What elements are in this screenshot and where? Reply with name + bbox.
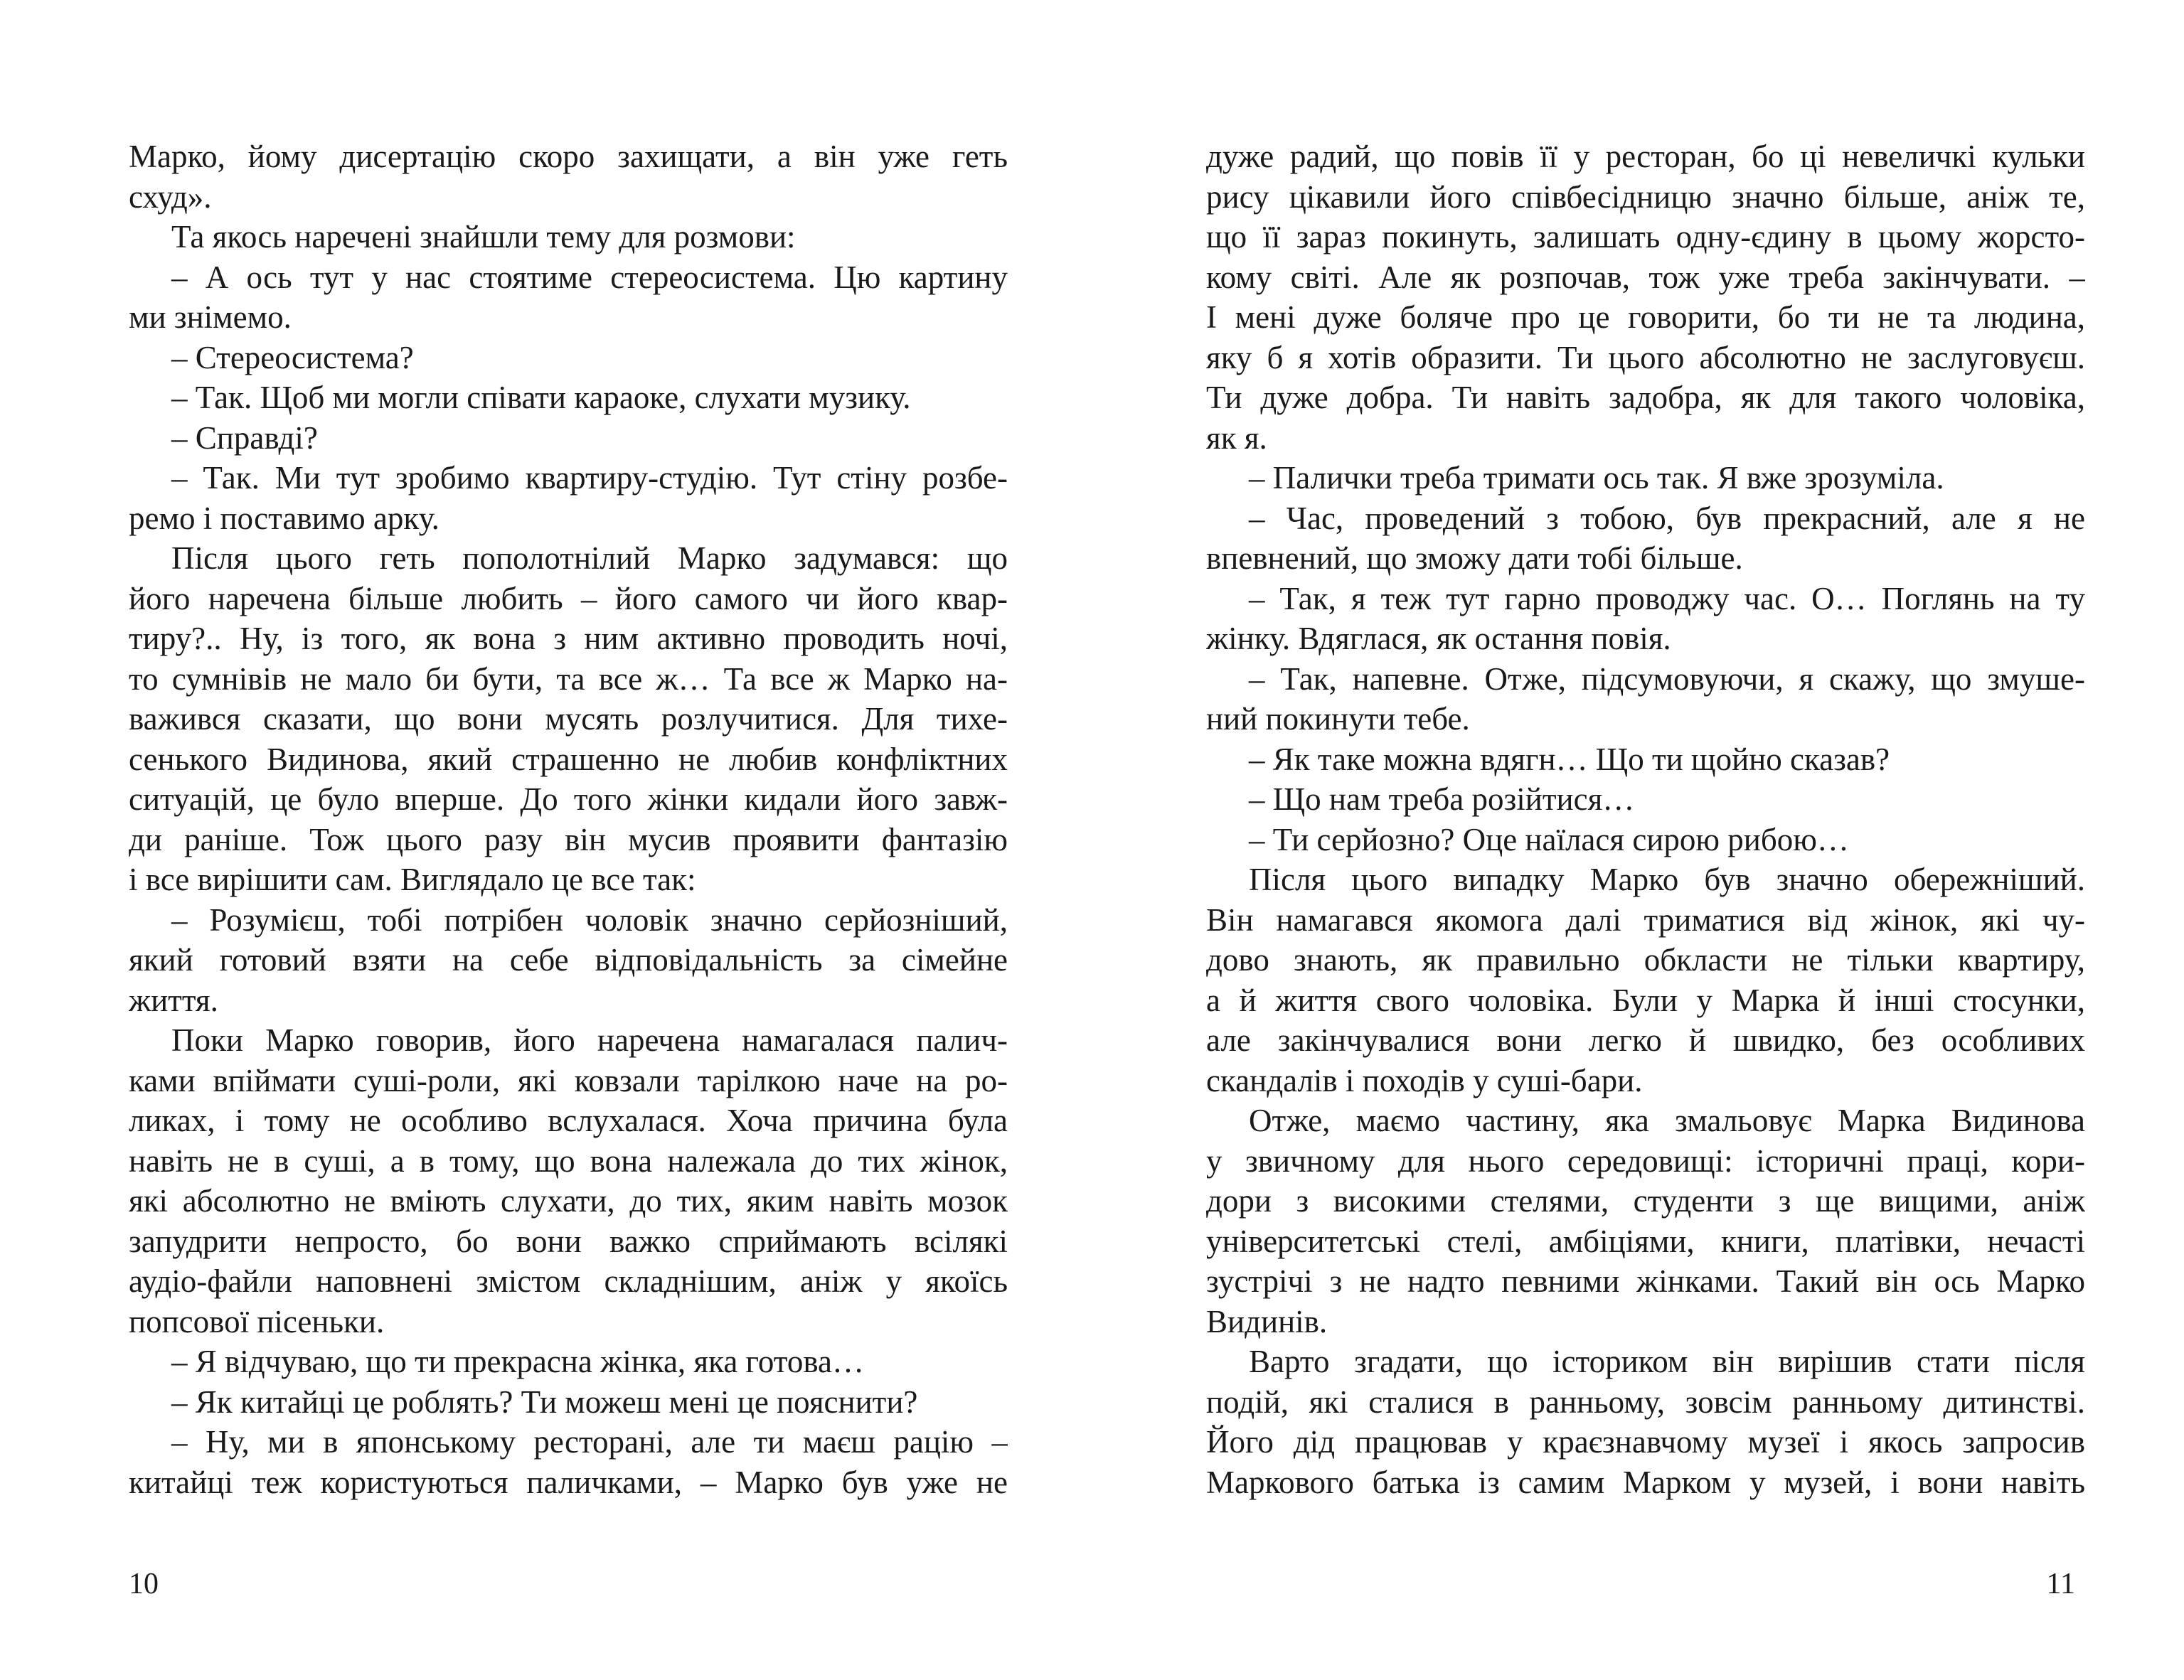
text-line: ситуацій, це було вперше. До того жінки кидали його завж- <box>129 781 1008 817</box>
text-line: сенького Видинова, який страшенно не любив конфліктних <box>129 741 1008 777</box>
text-line: кому світі. Але як розпочав, тож уже треба закінчувати. – <box>1206 259 2085 295</box>
text-line: – Як таке можна вдягн… Що ти щойно сказав? <box>1249 741 1890 777</box>
text-line: у звичному для нього середовищі: історичні праці, кори- <box>1206 1143 2085 1179</box>
text-line: Після цього випадку Марко був значно обережніший. <box>1249 862 2085 897</box>
text-line: як я. <box>1206 419 1267 456</box>
text-line: Видинів. <box>1206 1303 1328 1339</box>
text-line: – Розумієш, тобі потрібен чоловік значно серйозніший, <box>171 901 1008 938</box>
text-line: Поки Марко говорив, його наречена намагалася палич- <box>171 1022 1008 1058</box>
text-line: і все вирішити сам. Виглядало це все так: <box>129 862 696 897</box>
text-line: ди раніше. Тож цього разу він мусив проявити фантазію <box>129 821 1008 857</box>
text-line: Та якось наречені знайшли тему для розмови: <box>171 219 796 255</box>
text-line: І мені дуже боляче про це говорити, бо ти не та людина, <box>1206 299 2085 335</box>
text-line: навіть не в суші, а в тому, що вона належала до тих жінок, <box>129 1143 1008 1179</box>
text-line: тиру?.. Ну, із того, як вона з ним активно проводить ночі, <box>129 621 1008 656</box>
page-number-left: 10 <box>129 1568 159 1600</box>
text-line: – А ось тут у нас стоятиме стереосистема. Цю картину <box>171 259 1008 295</box>
text-line: ми знімемо. <box>129 299 292 335</box>
text-line: аудіо-файли наповнені змістом складнішим, аніж у якоїсь <box>129 1263 1008 1299</box>
text-line: то сумнівів не мало би бути, та все ж… Та все ж Марко на- <box>129 660 1008 697</box>
text-line: його наречена більше любить – його самого чи його квар- <box>129 580 1008 616</box>
text-line: – Я відчуваю, що ти прекрасна жінка, яка готова… <box>171 1344 864 1379</box>
text-line: Маркового батька із самим Марком у музей, і вони навіть <box>1206 1464 2085 1500</box>
right-page-text <box>1206 137 2085 1502</box>
text-line: жінку. Вдяглася, як остання повія. <box>1206 621 1671 656</box>
text-line: ликах, і тому не особливо вслухалася. Хоча причина була <box>129 1103 1008 1138</box>
text-line: подій, які сталися в ранньому, зовсім ранньому дитинстві. <box>1206 1384 2085 1420</box>
text-line: – Так, я теж тут гарно проводжу час. О… Поглянь на ту <box>1249 580 2085 616</box>
text-line: рису цікавили його співбесідницю значно більше, аніж те, <box>1206 178 2085 215</box>
text-line: а й життя свого чоловіка. Були у Марка й інші стосунки, <box>1206 982 2085 1018</box>
text-line: ремо і поставимо арку. <box>129 500 440 536</box>
text-line: – Так, напевне. Отже, підсумовуючи, я скажу, що змуше- <box>1249 660 2085 697</box>
text-line: – Ну, ми в японському ресторані, але ти маєш рацію – <box>171 1424 1008 1460</box>
text-line: дово знають, як правильно обкласти не тільки квартиру, <box>1206 942 2085 978</box>
text-line: Його дід працював у краєзнавчому музеї і якось запросив <box>1206 1424 2085 1460</box>
text-line: які абсолютно не вміють слухати, до тих, яким навіть мозок <box>129 1183 1008 1219</box>
text-line: Варто згадати, що істориком він вирішив стати після <box>1249 1344 2085 1379</box>
text-line: схуд». <box>129 178 212 215</box>
text-line: але закінчувалися вони легко й швидко, без особливих <box>1206 1022 2085 1058</box>
text-line: Після цього геть пополотнілий Марко задумався: що <box>171 540 1008 576</box>
text-line: ний покинути тебе. <box>1206 701 1470 737</box>
text-line: – Стереосистема? <box>171 339 414 375</box>
text-line: що її зараз покинуть, залишать одну-єдину в цьому жорсто- <box>1206 219 2085 255</box>
text-line: дори з високими стелями, студенти з ще вищими, аніж <box>1206 1183 2085 1219</box>
text-line: – Так. Щоб ми могли співати караоке, слухати музику. <box>171 380 911 415</box>
text-line: впевнений, що зможу дати тобі більше. <box>1206 540 1743 576</box>
left-page-text <box>129 137 1008 1502</box>
page-number-right: 11 <box>2046 1568 2075 1600</box>
text-line: скандалів і походів у суші-бари. <box>1206 1062 1643 1098</box>
text-line: запудрити непросто, бо вони важко сприймають всілякі <box>129 1223 1008 1259</box>
text-line: попсової пісеньки. <box>129 1303 385 1339</box>
text-line: Марко, йому дисертацію скоро захищати, а він уже геть <box>129 139 1008 174</box>
text-line: дуже радий, що повів її у ресторан, бо ці невеличкі кульки <box>1206 139 2085 174</box>
text-line: – Час, проведений з тобою, був прекрасний, але я не <box>1249 500 2085 536</box>
text-line: – Так. Ми тут зробимо квартиру-студію. Тут стіну розбе- <box>171 460 1008 496</box>
text-line: Він намагався якомога далі триматися від жінок, які чу- <box>1206 901 2085 938</box>
text-line: – Палички треба тримати ось так. Я вже зрозуміла. <box>1249 460 1944 496</box>
text-line: – Справді? <box>171 419 318 456</box>
text-line: – Ти серйозно? Оце наїлася сирою рибою… <box>1249 821 1849 857</box>
text-line: університетські стелі, амбіціями, книги, платівки, нечасті <box>1206 1223 2085 1259</box>
text-line: яку б я хотів образити. Ти цього абсолютно не заслуговуєш. <box>1206 339 2085 375</box>
text-line: Отже, маємо частину, яка змальовує Марка Видинова <box>1249 1103 2085 1138</box>
text-line: Ти дуже добра. Ти навіть задобра, як для такого чоловіка, <box>1206 380 2085 415</box>
text-line: – Що нам треба розійтися… <box>1249 781 1635 817</box>
text-line: – Як китайці це роблять? Ти можеш мені це пояснити? <box>171 1384 918 1420</box>
text-line: важився сказати, що вони мусять розлучитися. Для тихе- <box>129 701 1008 737</box>
text-line: зустрічі з не надто певними жінками. Такий він ось Марко <box>1206 1263 2085 1299</box>
text-line: який готовий взяти на себе відповідальність за сімейне <box>129 942 1008 978</box>
text-line: ками впіймати суші-роли, які ковзали тарілкою наче на ро- <box>129 1062 1008 1098</box>
text-line: життя. <box>129 982 218 1018</box>
text-line: китайці теж користуються паличками, – Марко був уже не <box>129 1464 1008 1500</box>
